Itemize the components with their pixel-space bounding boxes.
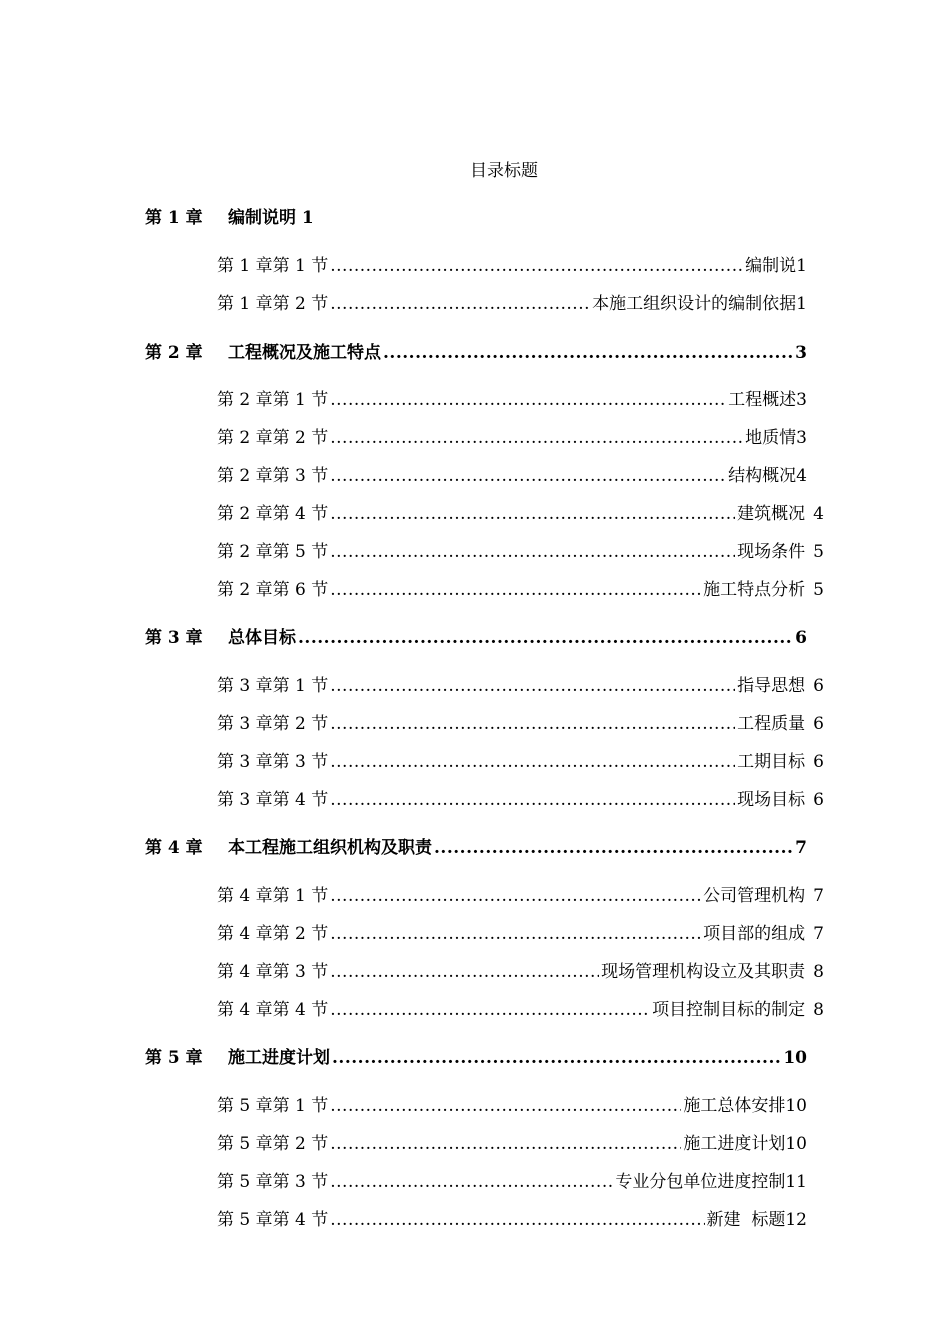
dot-leader <box>330 1172 613 1192</box>
dot-leader <box>330 714 735 734</box>
section-label: 第 3 章第 4 节 <box>217 790 329 810</box>
dot-leader <box>330 676 735 696</box>
dot-leader <box>330 752 735 772</box>
section-title: 施工总体安排 <box>683 1096 786 1116</box>
toc-section-3-4[interactable] <box>217 785 824 810</box>
chapter-page: 3 <box>795 343 807 363</box>
dot-leader <box>330 1210 704 1230</box>
toc-section-3-2[interactable] <box>217 709 824 734</box>
section-label: 第 3 章第 2 节 <box>217 714 329 734</box>
section-page: 1 <box>796 294 807 314</box>
section-label: 第 5 章第 4 节 <box>217 1210 329 1230</box>
toc-section-4-2[interactable] <box>217 919 824 944</box>
dot-leader <box>330 504 735 524</box>
section-label: 第 4 章第 2 节 <box>217 924 329 944</box>
toc-chapter-2[interactable] <box>145 338 807 363</box>
dot-leader <box>330 294 590 314</box>
toc-title: 目录标题 <box>470 161 538 181</box>
section-page: 6 <box>813 714 824 734</box>
chapter-title: 工程概况及施工特点 <box>228 343 381 363</box>
chapter-number: 第 2 章 <box>145 343 203 363</box>
section-label: 第 1 章第 1 节 <box>217 256 329 276</box>
section-title: 现场条件 <box>737 542 806 562</box>
toc-section-1-1[interactable] <box>217 251 807 276</box>
section-page: 3 <box>796 390 807 410</box>
section-page: 8 <box>813 962 824 982</box>
toc-chapter-1[interactable] <box>145 203 807 228</box>
chapter-number: 第 5 章 <box>145 1048 203 1068</box>
section-page: 6 <box>813 676 824 696</box>
section-title: 工程概述 <box>728 390 797 410</box>
dot-leader <box>298 628 793 648</box>
section-label: 第 4 章第 3 节 <box>217 962 329 982</box>
chapter-title: 施工进度计划 <box>228 1048 330 1068</box>
dot-leader <box>330 542 735 562</box>
section-label: 第 5 章第 1 节 <box>217 1096 329 1116</box>
section-page: 7 <box>813 924 824 944</box>
section-title: 结构概况 <box>728 466 797 486</box>
dot-leader <box>330 962 599 982</box>
section-title: 项目控制目标的制定 <box>652 1000 806 1020</box>
chapter-title: 本工程施工组织机构及职责 <box>228 838 432 858</box>
toc-section-5-3[interactable] <box>217 1167 807 1192</box>
dot-leader <box>330 256 743 276</box>
section-title: 工程质量 <box>737 714 806 734</box>
section-label: 第 2 章第 3 节 <box>217 466 329 486</box>
toc-section-3-3[interactable] <box>217 747 824 772</box>
toc-section-4-1[interactable] <box>217 881 824 906</box>
section-label: 第 2 章第 2 节 <box>217 428 329 448</box>
section-page: 4 <box>796 466 807 486</box>
section-label: 第 1 章第 2 节 <box>217 294 329 314</box>
section-page: 6 <box>813 752 824 772</box>
section-title: 公司管理机构 <box>703 886 806 906</box>
section-label: 第 5 章第 2 节 <box>217 1134 329 1154</box>
section-title: 本施工组织设计的编制依据 <box>592 294 797 314</box>
dot-leader <box>330 428 743 448</box>
toc-section-2-6[interactable] <box>217 575 824 600</box>
toc-section-2-5[interactable] <box>217 537 824 562</box>
section-label: 第 2 章第 4 节 <box>217 504 329 524</box>
section-label: 第 4 章第 1 节 <box>217 886 329 906</box>
section-label: 第 3 章第 1 节 <box>217 676 329 696</box>
toc-section-2-2[interactable] <box>217 423 807 448</box>
dot-leader <box>330 1134 681 1154</box>
section-title: 编制说 <box>745 256 797 276</box>
toc-section-1-2[interactable] <box>217 289 807 314</box>
section-page: 5 <box>813 542 824 562</box>
dot-leader <box>330 924 701 944</box>
section-page: 10 <box>785 1134 807 1154</box>
toc-section-5-1[interactable] <box>217 1091 807 1116</box>
dot-leader <box>332 1048 781 1068</box>
section-title: 施工进度计划 <box>683 1134 786 1154</box>
section-page: 11 <box>785 1172 807 1192</box>
section-page: 6 <box>813 790 824 810</box>
section-page: 3 <box>796 428 807 448</box>
section-title: 地质情 <box>745 428 797 448</box>
section-title: 项目部的组成 <box>703 924 806 944</box>
section-label: 第 3 章第 3 节 <box>217 752 329 772</box>
toc-section-2-1[interactable] <box>217 385 807 410</box>
chapter-page: 10 <box>783 1048 807 1068</box>
dot-leader <box>330 1096 681 1116</box>
chapter-number: 第 1 章 <box>145 208 203 228</box>
section-title: 现场目标 <box>737 790 806 810</box>
toc-chapter-3[interactable] <box>145 623 807 648</box>
section-title: 建筑概况 <box>737 504 806 524</box>
section-title: 现场管理机构设立及其职责 <box>601 962 806 982</box>
section-label: 第 2 章第 5 节 <box>217 542 329 562</box>
section-page: 1 <box>796 256 807 276</box>
dot-leader <box>383 343 793 363</box>
dot-leader <box>330 886 701 906</box>
section-title: 指导思想 <box>737 676 806 696</box>
section-page: 7 <box>813 886 824 906</box>
toc-section-2-3[interactable] <box>217 461 807 486</box>
section-page: 12 <box>785 1210 807 1230</box>
toc-chapter-4[interactable] <box>145 833 807 858</box>
dot-leader <box>330 1000 650 1020</box>
chapter-title: 总体目标 <box>228 628 296 648</box>
dot-leader <box>330 580 701 600</box>
chapter-number: 第 3 章 <box>145 628 203 648</box>
section-title: 施工特点分析 <box>703 580 806 600</box>
chapter-number: 第 4 章 <box>145 838 203 858</box>
toc-section-4-4[interactable] <box>217 995 824 1020</box>
section-title: 专业分包单位进度控制 <box>615 1172 786 1192</box>
section-title: 新建 标题 <box>706 1210 786 1230</box>
toc-section-2-4[interactable] <box>217 499 824 524</box>
section-title: 工期目标 <box>737 752 806 772</box>
section-page: 8 <box>813 1000 824 1020</box>
dot-leader <box>330 790 735 810</box>
toc-section-3-1[interactable] <box>217 671 824 696</box>
dot-leader <box>434 838 793 858</box>
section-page: 5 <box>813 580 824 600</box>
chapter-page: 6 <box>795 628 807 648</box>
dot-leader <box>330 466 726 486</box>
toc-chapter-5[interactable] <box>145 1043 807 1068</box>
dot-leader <box>330 390 726 410</box>
toc-section-5-2[interactable] <box>217 1129 807 1154</box>
chapter-title: 编制说明 1 <box>228 208 314 228</box>
section-label: 第 4 章第 4 节 <box>217 1000 329 1020</box>
toc-section-5-4[interactable] <box>217 1205 807 1230</box>
section-label: 第 2 章第 6 节 <box>217 580 329 600</box>
chapter-page: 7 <box>795 838 807 858</box>
toc-section-4-3[interactable] <box>217 957 824 982</box>
section-page: 4 <box>813 504 824 524</box>
section-label: 第 2 章第 1 节 <box>217 390 329 410</box>
section-label: 第 5 章第 3 节 <box>217 1172 329 1192</box>
section-page: 10 <box>785 1096 807 1116</box>
